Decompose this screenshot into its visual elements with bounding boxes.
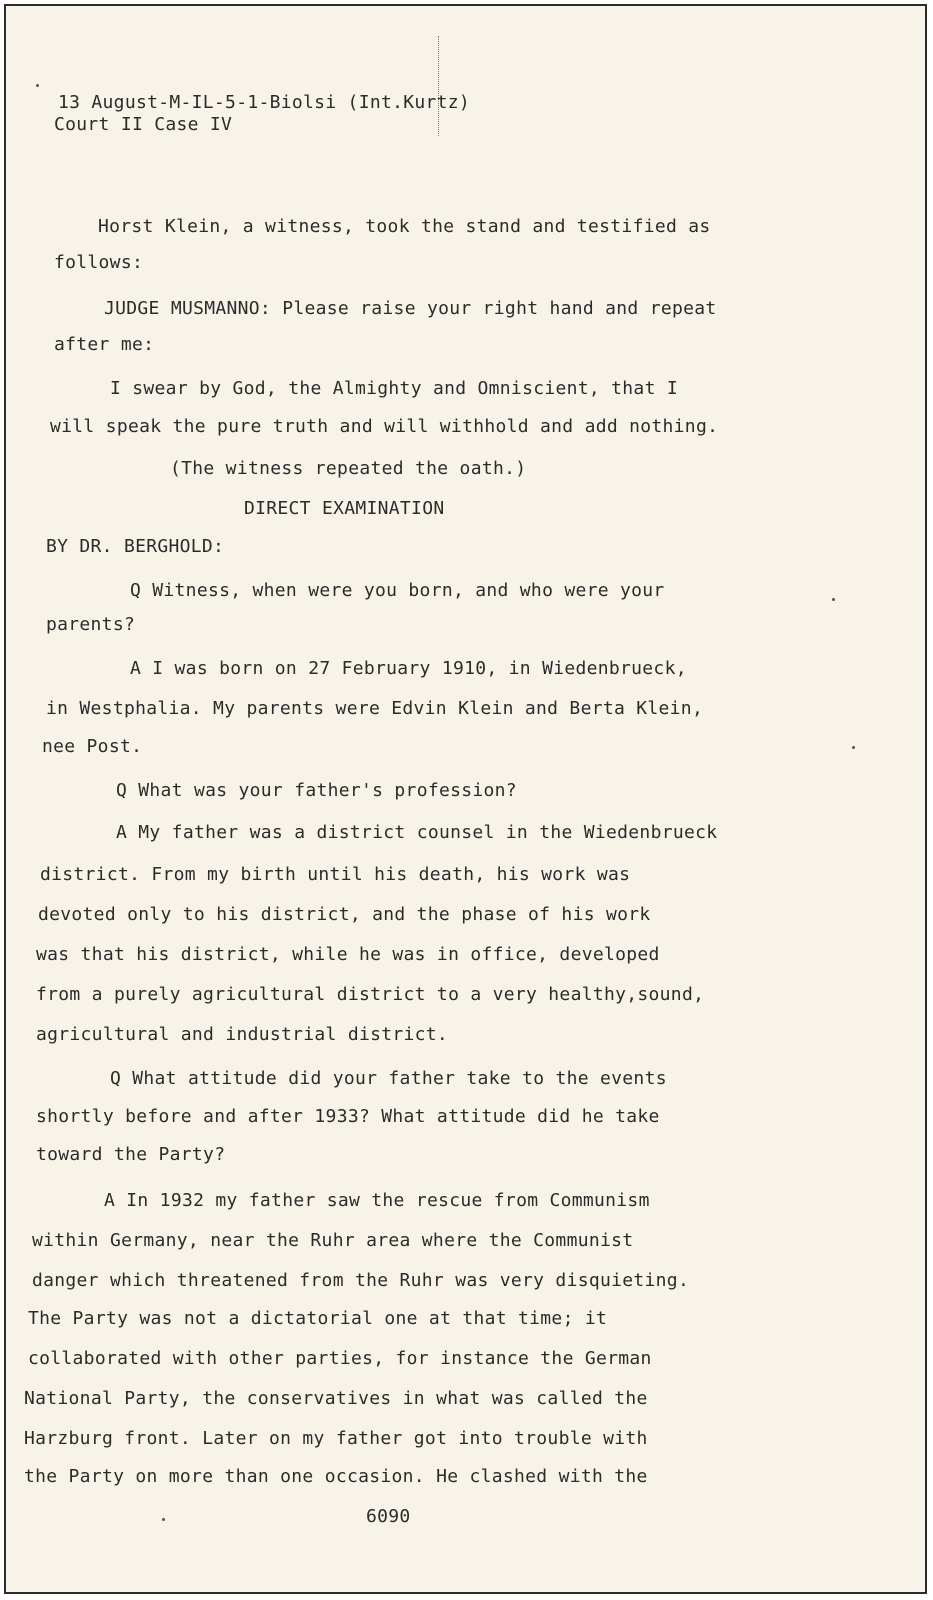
paper-speck	[852, 746, 855, 749]
text-line: parents?	[46, 614, 136, 635]
text-line: Q Witness, when were you born, and who were your	[130, 580, 665, 601]
text-line: A My father was a district counsel in the Wiedenbrueck	[116, 822, 718, 843]
text-line: the Party on more than one occasion. He clashed with the	[24, 1466, 648, 1487]
text-line: The Party was not a dictatorial one at that time; it	[28, 1308, 608, 1329]
text-line: was that his district, while he was in office, developed	[36, 944, 660, 965]
text-line: from a purely agricultural district to a very healthy,sound,	[36, 984, 705, 1005]
header-line-1: 13 August-M-IL-5-1-Biolsi (Int.Kurtz)	[58, 92, 471, 113]
text-line: will speak the pure truth and will withhold and add nothing.	[50, 416, 719, 437]
text-line: collaborated with other parties, for instance the German	[28, 1348, 652, 1369]
text-line: A In 1932 my father saw the rescue from Communism	[104, 1190, 650, 1211]
text-line: nee Post.	[42, 736, 143, 757]
text-line: (The witness repeated the oath.)	[170, 458, 527, 479]
document-page	[4, 4, 927, 1594]
fold-mark	[438, 36, 440, 136]
text-line: A I was born on 27 February 1910, in Wiedenbrueck,	[130, 658, 687, 679]
page-number: 6090	[366, 1506, 411, 1527]
paper-speck	[36, 84, 39, 87]
text-line: National Party, the conservatives in what was called the	[24, 1388, 648, 1409]
text-line: I swear by God, the Almighty and Omniscient, that I	[110, 378, 678, 399]
text-line: agricultural and industrial district.	[36, 1024, 449, 1045]
text-line: Q What attitude did your father take to the events	[110, 1068, 667, 1089]
section-heading: DIRECT EXAMINATION	[244, 498, 445, 519]
text-line: follows:	[54, 252, 144, 273]
text-line: Horst Klein, a witness, took the stand and testified as	[98, 216, 711, 237]
header-line-2: Court II Case IV	[54, 114, 233, 135]
text-line: district. From my birth until his death, his work was	[40, 864, 631, 885]
text-line: BY DR. BERGHOLD:	[46, 536, 225, 557]
text-line: after me:	[54, 334, 155, 355]
text-line: Q What was your father's profession?	[116, 780, 517, 801]
text-line: in Westphalia. My parents were Edvin Klein and Berta Klein,	[46, 698, 704, 719]
text-line: shortly before and after 1933? What attitude did he take	[36, 1106, 660, 1127]
text-line: danger which threatened from the Ruhr was very disquieting.	[32, 1270, 690, 1291]
text-line: toward the Party?	[36, 1144, 226, 1165]
paper-speck	[162, 1518, 165, 1521]
text-line: devoted only to his district, and the phase of his work	[38, 904, 651, 925]
text-line: Harzburg front. Later on my father got into trouble with	[24, 1428, 648, 1449]
text-line: within Germany, near the Ruhr area where the Communist	[32, 1230, 634, 1251]
paper-speck	[832, 598, 835, 601]
text-line: JUDGE MUSMANNO: Please raise your right hand and repeat	[104, 298, 717, 319]
